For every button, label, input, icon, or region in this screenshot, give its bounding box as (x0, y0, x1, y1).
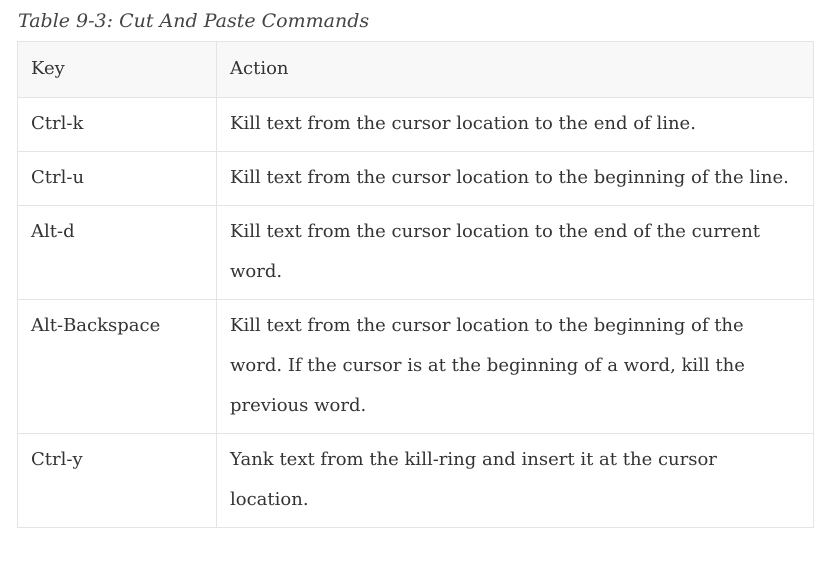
table-row (18, 206, 814, 300)
action-cell: Kill text from the cursor location to the beginning of the line. (217, 152, 814, 206)
action-cell: Yank text from the kill-ring and insert it at the cursor location. (217, 434, 814, 528)
table-row (18, 300, 814, 434)
table-caption: Table 9-3: Cut And Paste Commands (18, 10, 370, 32)
key-cell: Ctrl-y (18, 434, 217, 528)
action-cell: Kill text from the cursor location to the end of the current word. (217, 206, 814, 300)
table-body (18, 98, 814, 528)
key-cell: Alt-d (18, 206, 217, 300)
table-row (18, 434, 814, 528)
action-cell: Kill text from the cursor location to the end of line. (217, 98, 814, 152)
header-row (18, 42, 814, 98)
key-column-header: Key (18, 42, 217, 98)
table-header (18, 42, 814, 98)
key-cell: Alt-Backspace (18, 300, 217, 434)
action-cell: Kill text from the cursor location to the beginning of the word. If the cursor is at the beginning of a word, kill the previous word. (217, 300, 814, 434)
key-cell: Ctrl-u (18, 152, 217, 206)
cut-paste-commands-table (17, 41, 814, 528)
table-row (18, 98, 814, 152)
action-column-header: Action (217, 42, 814, 98)
key-cell: Ctrl-k (18, 98, 217, 152)
table-row (18, 152, 814, 206)
